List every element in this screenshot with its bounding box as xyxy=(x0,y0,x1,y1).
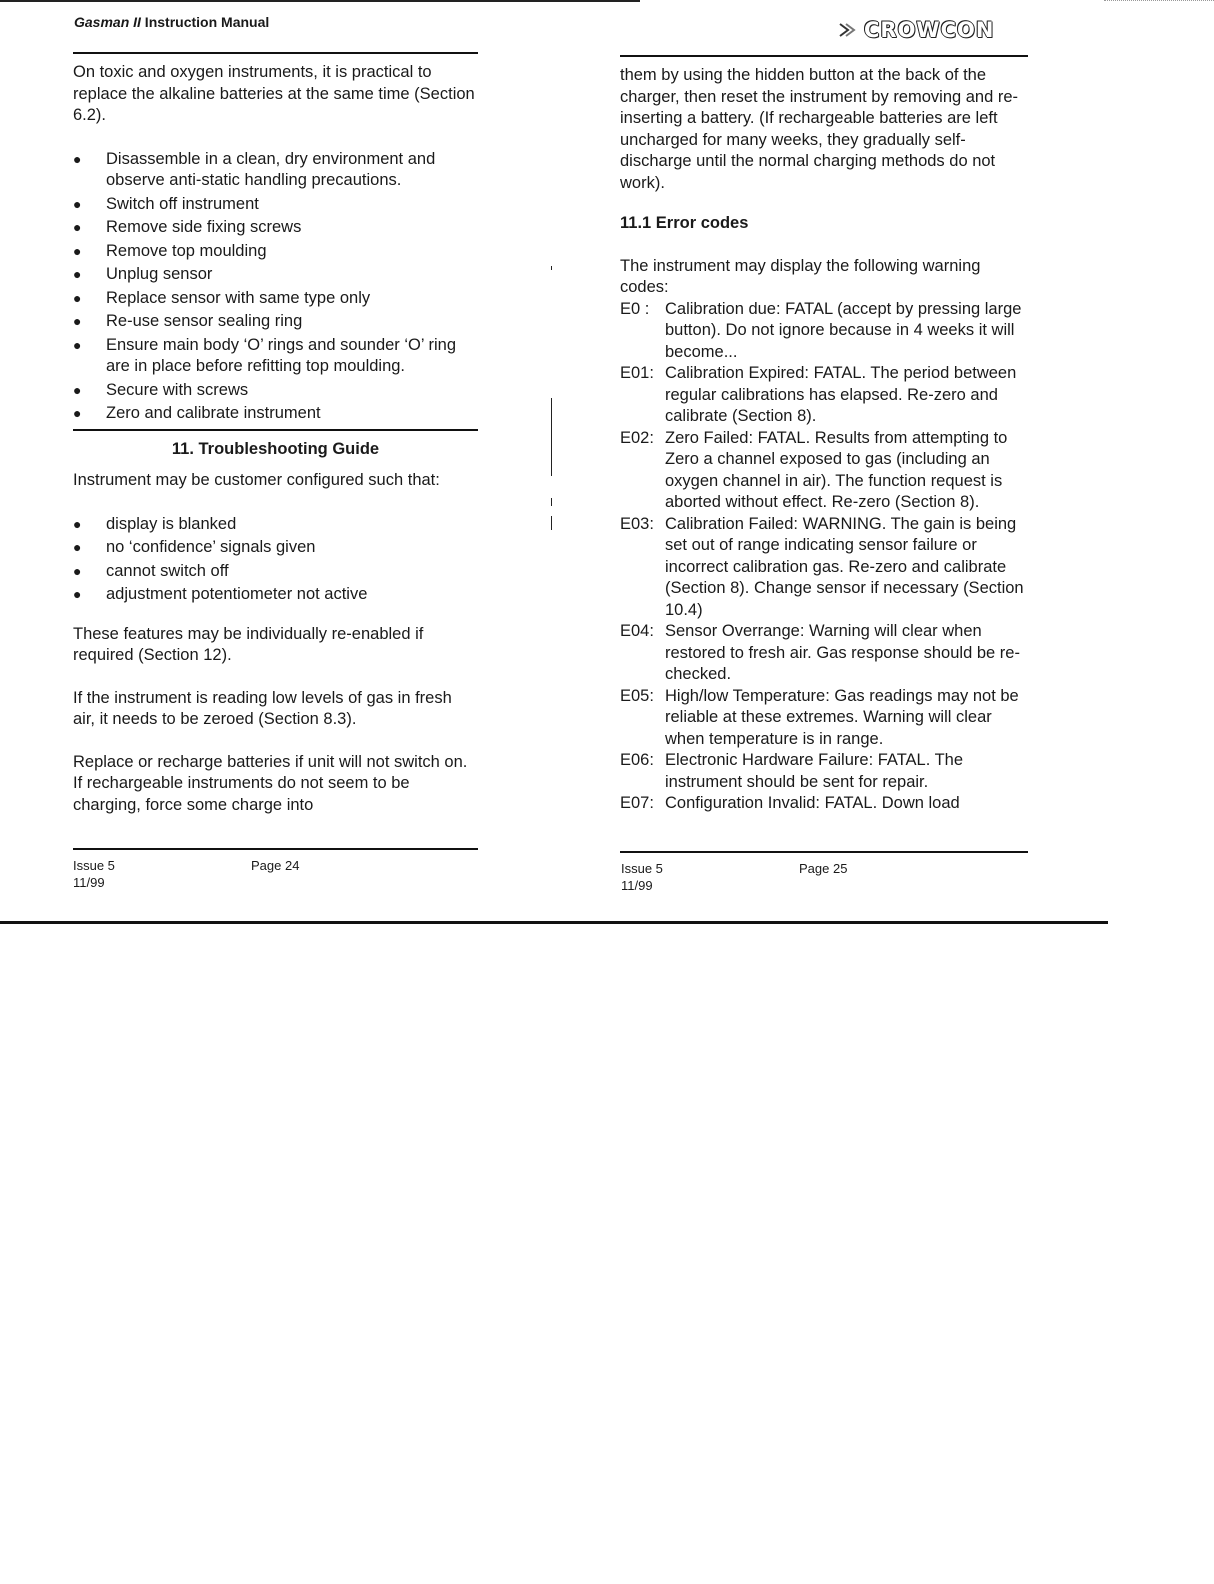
error-code: E06: xyxy=(620,751,654,769)
error-code-item xyxy=(620,793,1030,815)
error-description: Calibration Failed: WARNING. The gain is being set out of range indicating sensor failure or incorrect calibration gas. Re-zero and calibrate (Section 8). Change sensor if necessary (Section 10.4) xyxy=(665,514,1024,619)
list-item xyxy=(73,537,478,559)
crowcon-logo-mark-icon xyxy=(838,21,860,39)
step-text: Remove top moulding xyxy=(106,241,267,260)
bullet-icon: ● xyxy=(73,266,82,282)
step-text: Remove side fixing screws xyxy=(106,218,302,236)
step-text: Switch off instrument xyxy=(106,194,259,213)
error-codes-list xyxy=(620,299,1030,815)
error-code: E01: xyxy=(620,364,654,382)
error-code: E05: xyxy=(620,686,654,705)
list-item xyxy=(73,194,478,216)
right-footer-rule xyxy=(620,851,1028,853)
bullet-icon: ● xyxy=(73,405,82,421)
crowcon-logo xyxy=(838,16,1018,44)
issue-date: 11/99 xyxy=(73,875,105,890)
error-description: Electronic Hardware Failure: FATAL. The instrument should be sent for repair. xyxy=(665,751,964,791)
charging-continuation: them by using the hidden button at the back of the charger, then reset the instrument by removing and re-inserting a battery. (If rechargeable batteries are left uncharged for many weeks, they gradually self-discharge until the normal charging methods do not work). xyxy=(620,66,1019,192)
bullet-icon: ● xyxy=(73,195,82,212)
troubleshooting-heading: 11. Troubleshooting Guide xyxy=(171,439,380,458)
config-text: no ‘confidence’ signals given xyxy=(106,538,316,556)
gutter-mark xyxy=(551,398,552,476)
error-description: Zero Failed: FATAL. Results from attempting to Zero a channel exposed to gas (including an oxygen channel in air). The function request is aborted without effect. Re-zero (Section 8). xyxy=(665,428,1008,511)
left-footer xyxy=(73,857,478,891)
error-description: Calibration Expired: FATAL. The period between regular calibrations has elapsed. Re-zero and calibrate (Section 8). xyxy=(665,364,1017,425)
page-number: Page 25 xyxy=(799,861,848,876)
issue-label: Issue 5 xyxy=(621,861,663,876)
list-item xyxy=(73,561,478,583)
top-scan-line xyxy=(0,0,640,2)
step-text: Replace sensor with same type only xyxy=(106,288,371,307)
reenable-paragraph: These features may be individually re-enabled if required (Section 12). xyxy=(73,624,424,664)
batteries-paragraph: Replace or recharge batteries if unit will not switch on. If rechargeable instruments do not seem to be charging, force some charge into xyxy=(73,752,468,814)
error-code: E04: xyxy=(620,622,654,640)
error-code: E03: xyxy=(620,514,654,533)
list-item xyxy=(73,217,478,239)
issue-label: Issue 5 xyxy=(73,858,115,873)
configuration-list xyxy=(73,514,478,606)
bullet-icon: ● xyxy=(73,219,82,235)
step-text: Zero and calibrate instrument xyxy=(106,404,321,422)
gutter-dot xyxy=(551,516,552,530)
bullet-icon: ● xyxy=(73,150,82,167)
manual-title-product: Gasman II xyxy=(74,14,141,30)
config-text: cannot switch off xyxy=(106,561,229,580)
list-item xyxy=(73,380,478,402)
bullet-icon: ● xyxy=(73,289,82,306)
bottom-scan-line xyxy=(0,921,1108,924)
gutter-dot xyxy=(551,498,552,506)
left-header-rule xyxy=(73,52,478,54)
config-text: adjustment potentiometer not active xyxy=(106,585,368,603)
step-text: Secure with screws xyxy=(106,380,249,399)
step-text: Re-use sensor sealing ring xyxy=(106,312,303,330)
right-header-rule xyxy=(620,55,1028,57)
step-text: Ensure main body ‘O’ rings and sounder ‘O’ ring are in place before refitting top moulding. xyxy=(106,335,457,375)
error-codes-heading: 11.1 Error codes xyxy=(620,214,749,232)
manual-title xyxy=(74,14,269,30)
step-text: Disassemble in a clean, dry environment and observe anti-static handling precautions. xyxy=(106,149,436,189)
manual-title-rest: Instruction Manual xyxy=(140,14,270,30)
issue-date: 11/99 xyxy=(621,878,653,893)
gutter-dot xyxy=(551,266,552,270)
list-item xyxy=(73,241,478,263)
corner-scan-dots xyxy=(1104,0,1214,2)
config-text: display is blanked xyxy=(106,514,237,533)
bullet-icon: ● xyxy=(73,515,82,532)
right-footer xyxy=(621,860,1026,894)
error-description: Calibration due: FATAL (accept by pressing large button). Do not ignore because in 4 weeks it will become... xyxy=(665,299,1022,361)
bullet-icon: ● xyxy=(73,586,82,602)
left-footer-rule xyxy=(73,848,478,850)
bullet-icon: ● xyxy=(73,562,82,579)
error-code: E0 : xyxy=(620,299,650,318)
error-description: High/low Temperature: Gas readings may not be reliable at these extremes. Warning will clear when temperature is in range. xyxy=(665,686,1019,748)
crowcon-logo-text: CROWCON xyxy=(864,18,995,42)
error-code: E07: xyxy=(620,794,654,812)
error-description: Sensor Overrange: Warning will clear when restored to fresh air. Gas response should be re-checked. xyxy=(665,622,1020,683)
bullet-icon: ● xyxy=(73,381,82,398)
error-code-item xyxy=(620,363,1030,428)
error-code-item xyxy=(620,750,1030,793)
bullet-icon: ● xyxy=(73,313,82,329)
list-item xyxy=(73,335,478,378)
left-page xyxy=(73,62,478,816)
list-item xyxy=(73,311,478,333)
list-item xyxy=(73,403,478,425)
error-code-item xyxy=(620,686,1030,751)
error-codes-intro: The instrument may display the following warning codes: xyxy=(620,256,981,296)
bullet-icon: ● xyxy=(73,242,82,259)
bullet-icon: ● xyxy=(73,336,82,353)
config-intro: Instrument may be customer configured such that: xyxy=(73,471,440,489)
sensor-replacement-steps xyxy=(73,149,478,425)
error-code-item xyxy=(620,514,1030,622)
error-description: Configuration Invalid: FATAL. Down load xyxy=(665,794,960,812)
error-code-item xyxy=(620,299,1030,364)
list-item xyxy=(73,288,478,310)
page-number: Page 24 xyxy=(251,858,300,873)
error-code: E02: xyxy=(620,428,654,447)
list-item xyxy=(73,514,478,536)
list-item xyxy=(73,149,478,192)
right-page xyxy=(620,65,1030,815)
step-text: Unplug sensor xyxy=(106,265,213,283)
section-divider-rule xyxy=(73,429,478,431)
bullet-icon: ● xyxy=(73,539,82,555)
error-code-item xyxy=(620,428,1030,514)
error-code-item xyxy=(620,621,1030,686)
zero-paragraph: If the instrument is reading low levels of gas in fresh air, it needs to be zeroed (Section 8.3). xyxy=(73,688,452,728)
list-item xyxy=(73,584,478,606)
list-item xyxy=(73,264,478,286)
battery-replace-intro: On toxic and oxygen instruments, it is practical to replace the alkaline batteries at the same time (Section 6.2). xyxy=(73,63,475,124)
